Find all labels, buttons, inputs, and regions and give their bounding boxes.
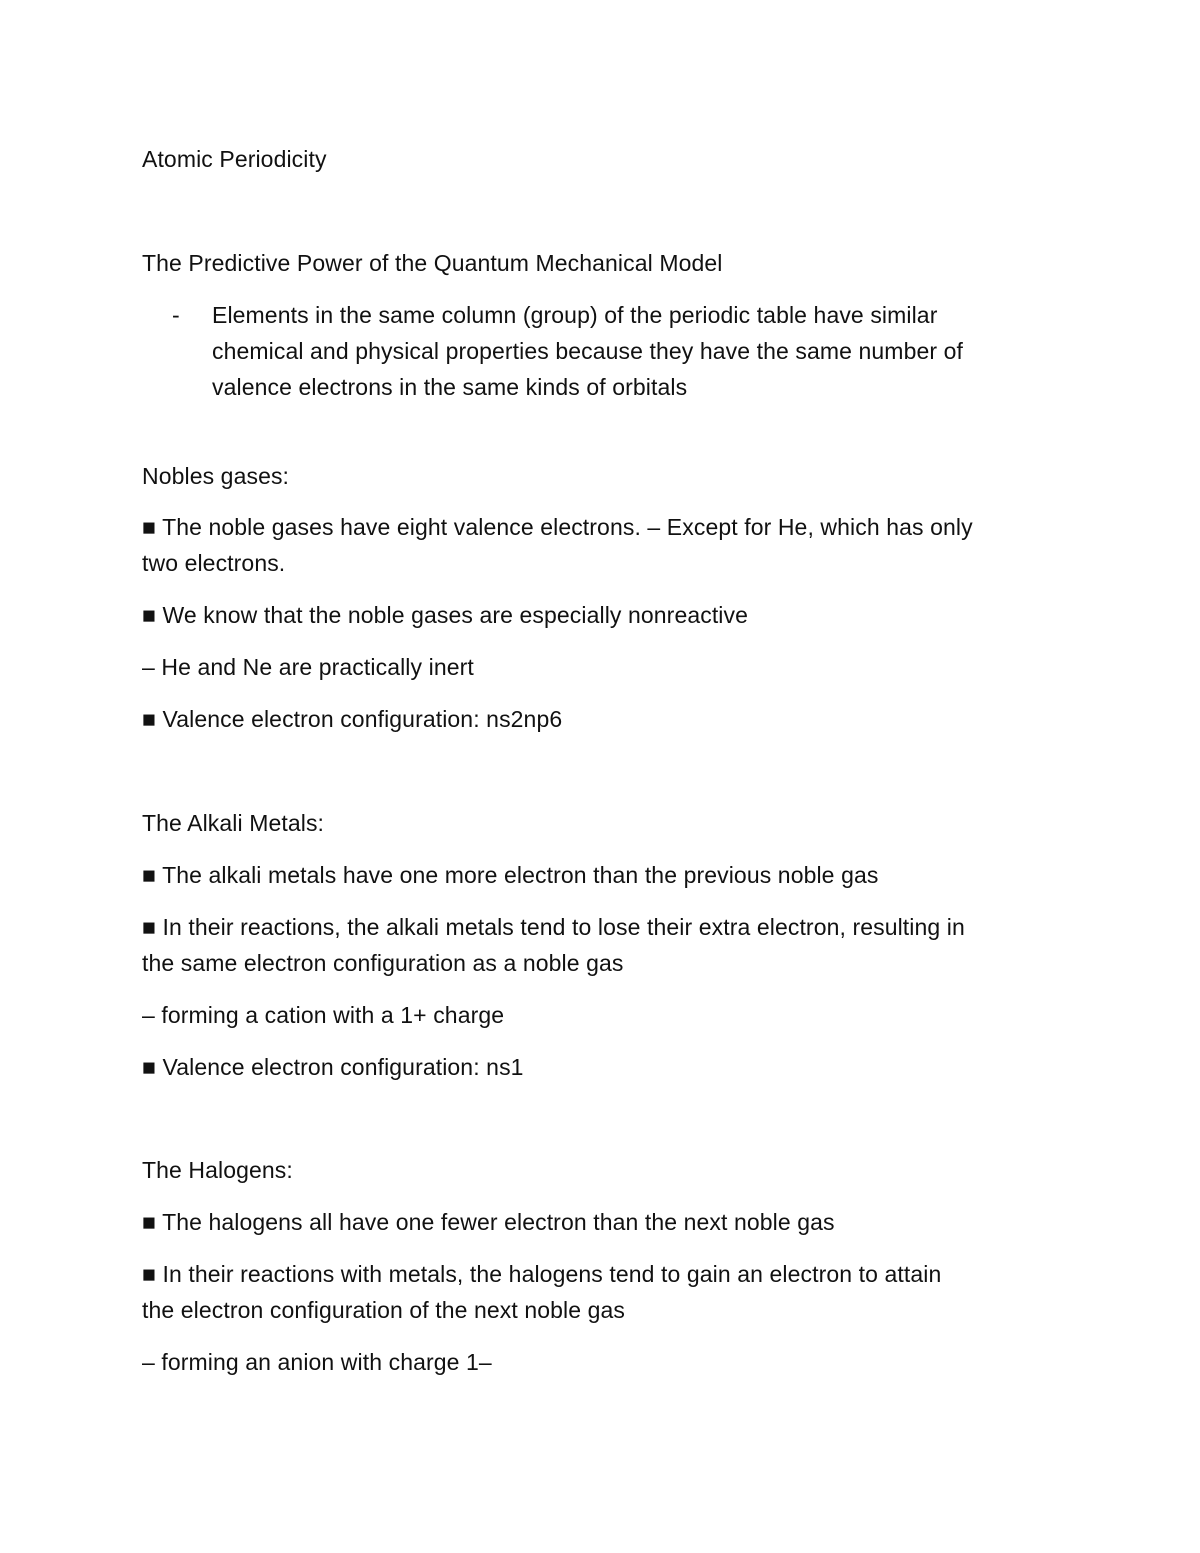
section-heading-predictive-power: The Predictive Power of the Quantum Mechanical Model <box>142 250 723 276</box>
halogens-line: the electron configuration of the next noble gas <box>142 1297 626 1323</box>
document-title: Atomic Periodicity <box>142 146 327 172</box>
bullet-text-line: Elements in the same column (group) of the periodic table have similar <box>212 302 938 328</box>
bullet-text-line: valence electrons in the same kinds of orbitals <box>212 374 688 400</box>
alkali-metals-line: the same electron configuration as a noble gas <box>142 950 624 976</box>
alkali-metals-line: – forming a cation with a 1+ charge <box>142 1002 505 1028</box>
alkali-metals-line: ■ In their reactions, the alkali metals tend to lose their extra electron, resulting in <box>142 914 965 940</box>
section-heading-noble-gases: Nobles gases: <box>142 463 290 489</box>
bullet-text-line: chemical and physical properties because they have the same number of <box>212 338 963 364</box>
section-heading-alkali-metals: The Alkali Metals: <box>142 810 325 836</box>
noble-gases-line: ■ We know that the noble gases are especially nonreactive <box>142 602 749 628</box>
bullet-dash: - <box>172 302 180 328</box>
noble-gases-line: – He and Ne are practically inert <box>142 654 474 680</box>
halogens-line: ■ The halogens all have one fewer electron than the next noble gas <box>142 1209 835 1235</box>
noble-gases-line: two electrons. <box>142 550 286 576</box>
noble-gases-line: ■ The noble gases have eight valence electrons. – Except for He, which has only <box>142 514 973 540</box>
halogens-line: ■ In their reactions with metals, the halogens tend to gain an electron to attain <box>142 1261 942 1287</box>
noble-gases-line: ■ Valence electron configuration: ns2np6 <box>142 706 563 732</box>
alkali-metals-line: ■ Valence electron configuration: ns1 <box>142 1054 524 1080</box>
alkali-metals-line: ■ The alkali metals have one more electron than the previous noble gas <box>142 862 879 888</box>
halogens-line: – forming an anion with charge 1– <box>142 1349 492 1375</box>
section-heading-halogens: The Halogens: <box>142 1157 293 1183</box>
